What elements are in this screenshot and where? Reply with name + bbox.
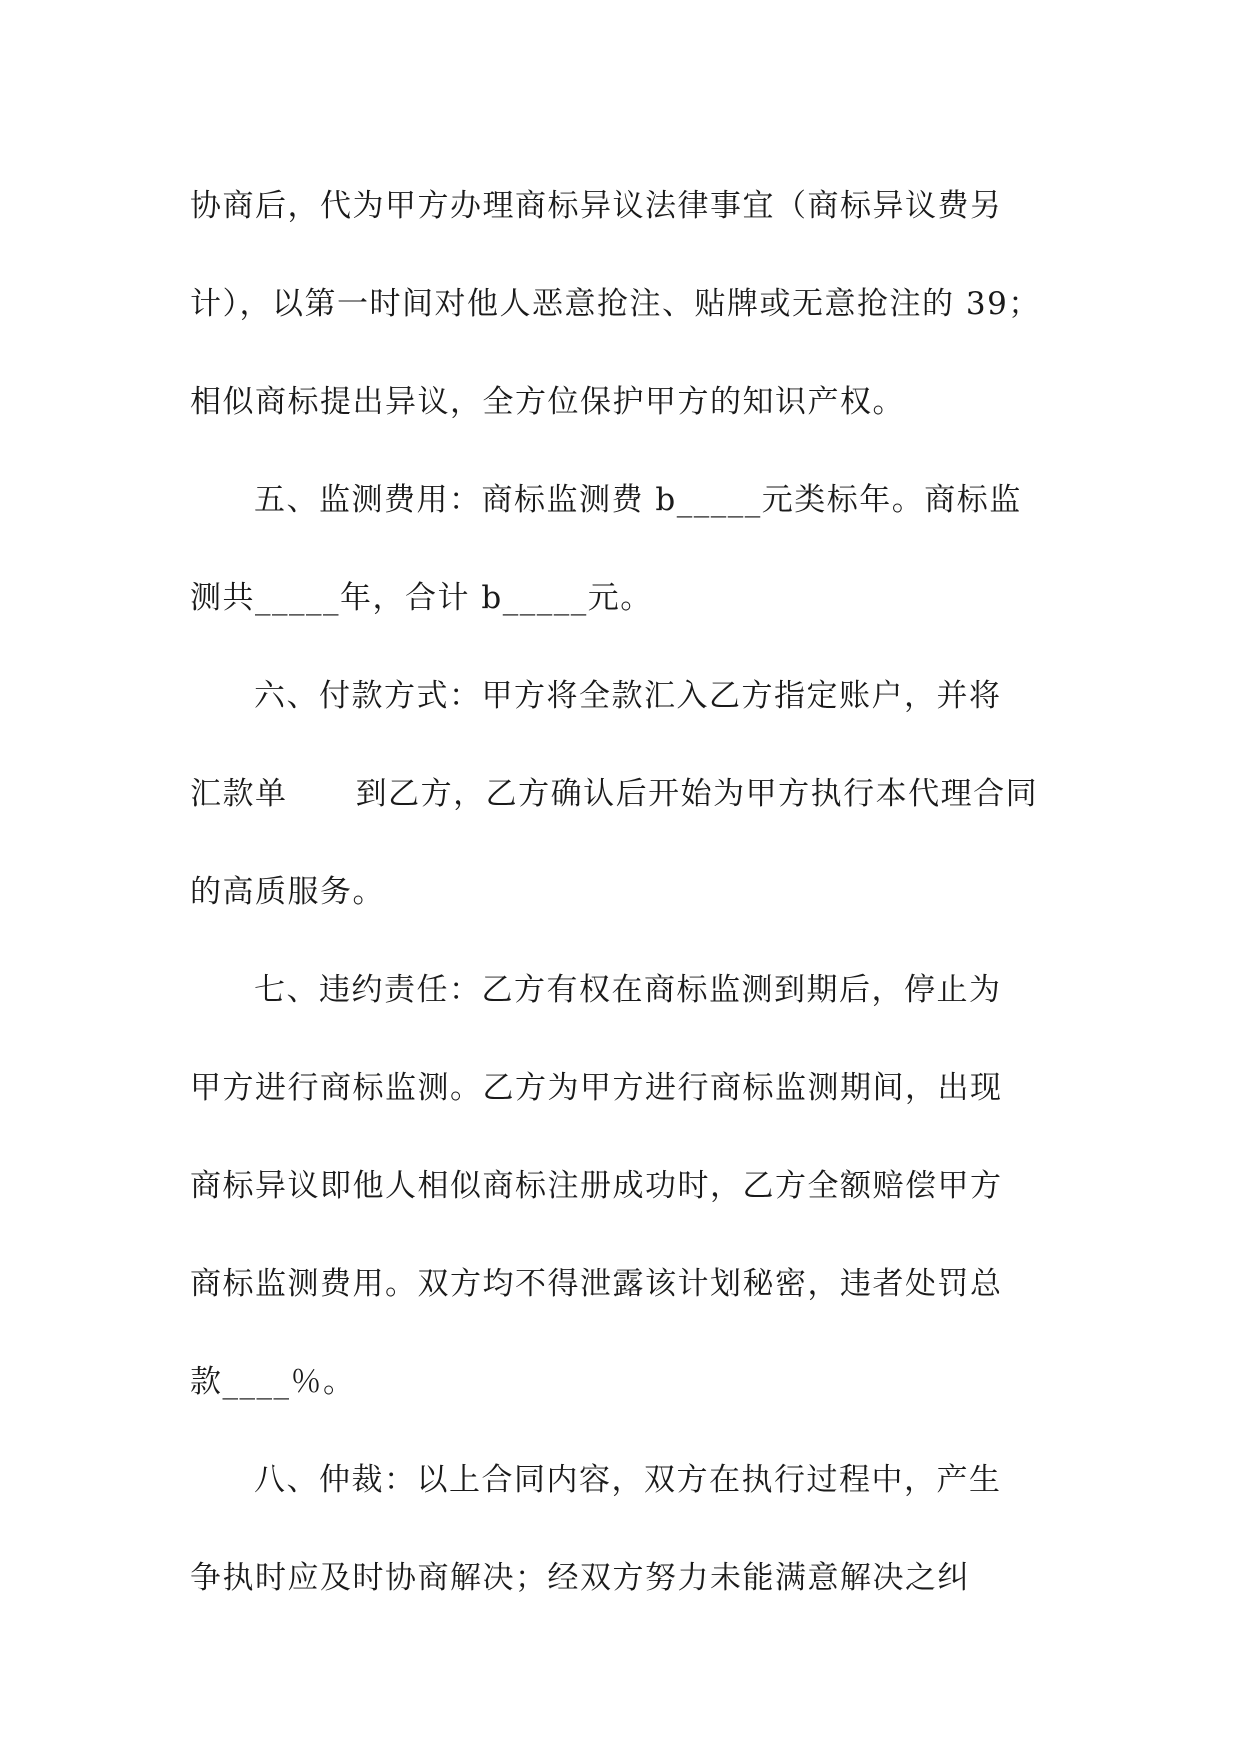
text-line-1: 协商后，代为甲方办理商标异议法律事宜（商标异议费另 (190, 188, 1003, 224)
clause-8-line-1: 八、仲裁：以上合同内容，双方在执行过程中，产生 (254, 1462, 1002, 1498)
clause-6-line-3: 的高质服务。 (190, 874, 385, 910)
clause-7-line-1: 七、违约责任：乙方有权在商标监测到期后，停止为 (254, 972, 1002, 1008)
clause-6-line-2: 汇款单 到乙方，乙方确认后开始为甲方执行本代理合同 (190, 776, 1039, 812)
clause-5-line-2: 测共_____年，合计 b_____元。 (190, 580, 653, 616)
clause-7-line-3: 商标异议即他人相似商标注册成功时，乙方全额赔偿甲方 (190, 1168, 1003, 1204)
clause-7-line-4: 商标监测费用。双方均不得泄露该计划秘密，违者处罚总 (190, 1266, 1003, 1302)
clause-7-line-5: 款____％。 (190, 1364, 356, 1400)
text-line-3: 相似商标提出异议，全方位保护甲方的知识产权。 (190, 384, 905, 420)
clause-8-line-2: 争执时应及时协商解决；经双方努力未能满意解决之纠 (190, 1560, 970, 1596)
clause-7-line-2: 甲方进行商标监测。乙方为甲方进行商标监测期间，出现 (190, 1070, 1003, 1106)
clause-6-line-1: 六、付款方式：甲方将全款汇入乙方指定账户，并将 (254, 678, 1002, 714)
text-line-2: 计），以第一时间对他人恶意抢注、贴牌或无意抢注的 39； (190, 286, 1041, 322)
clause-5-line-1: 五、监测费用：商标监测费 b_____元类标年。商标监 (254, 482, 1022, 518)
